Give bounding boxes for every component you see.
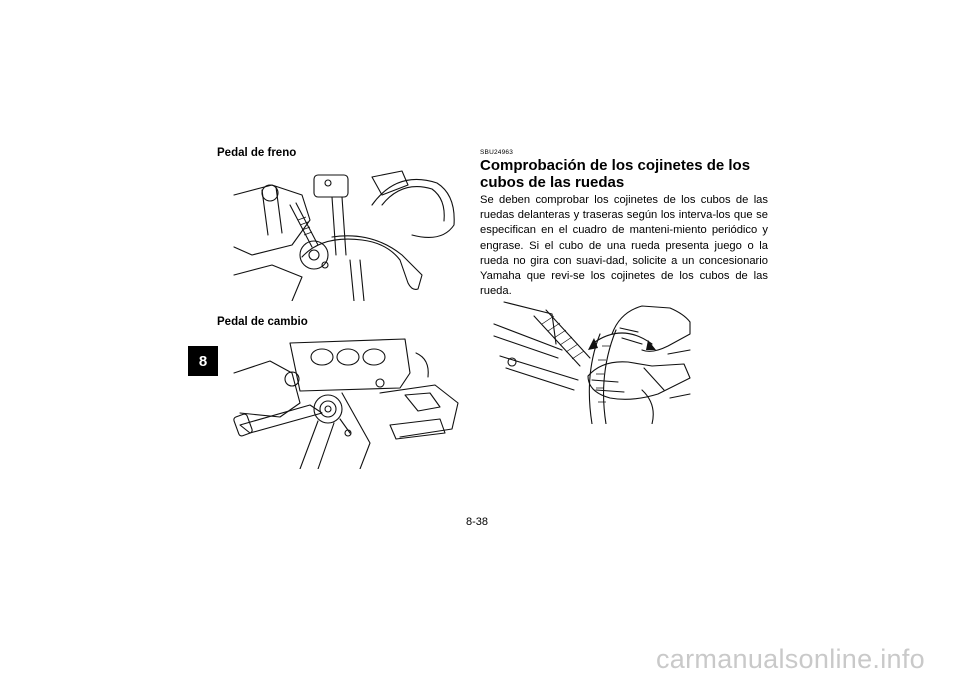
section-heading: Comprobación de los cojinetes de los cubos de las ruedas bbox=[480, 157, 751, 191]
brake-pedal-caption: Pedal de freno bbox=[217, 147, 297, 159]
body-paragraph: Se deben comprobar los cojinetes de los cubos de las ruedas delanteras y traseras según los interva-los que se especifican en el cuadro de manteni-miento periódico y engrase. Si el cubo de una rueda presenta juego o la rueda no gira con suavi-dad, solicite a un concesionario Yamaha que revi-se los cojinetes de los cubos de las rueda. bbox=[480, 194, 768, 298]
watermark: carmanualsonline.info bbox=[656, 644, 925, 674]
shift-pedal-caption: Pedal de cambio bbox=[217, 316, 308, 328]
brake-pedal-illustration bbox=[232, 165, 458, 301]
shift-pedal-illustration bbox=[230, 333, 462, 469]
wheel-hub-check-illustration bbox=[492, 294, 692, 424]
section-tab: 8 bbox=[188, 346, 218, 376]
reference-code: SBU24963 bbox=[480, 149, 514, 156]
page-number: 8-38 bbox=[466, 516, 489, 528]
